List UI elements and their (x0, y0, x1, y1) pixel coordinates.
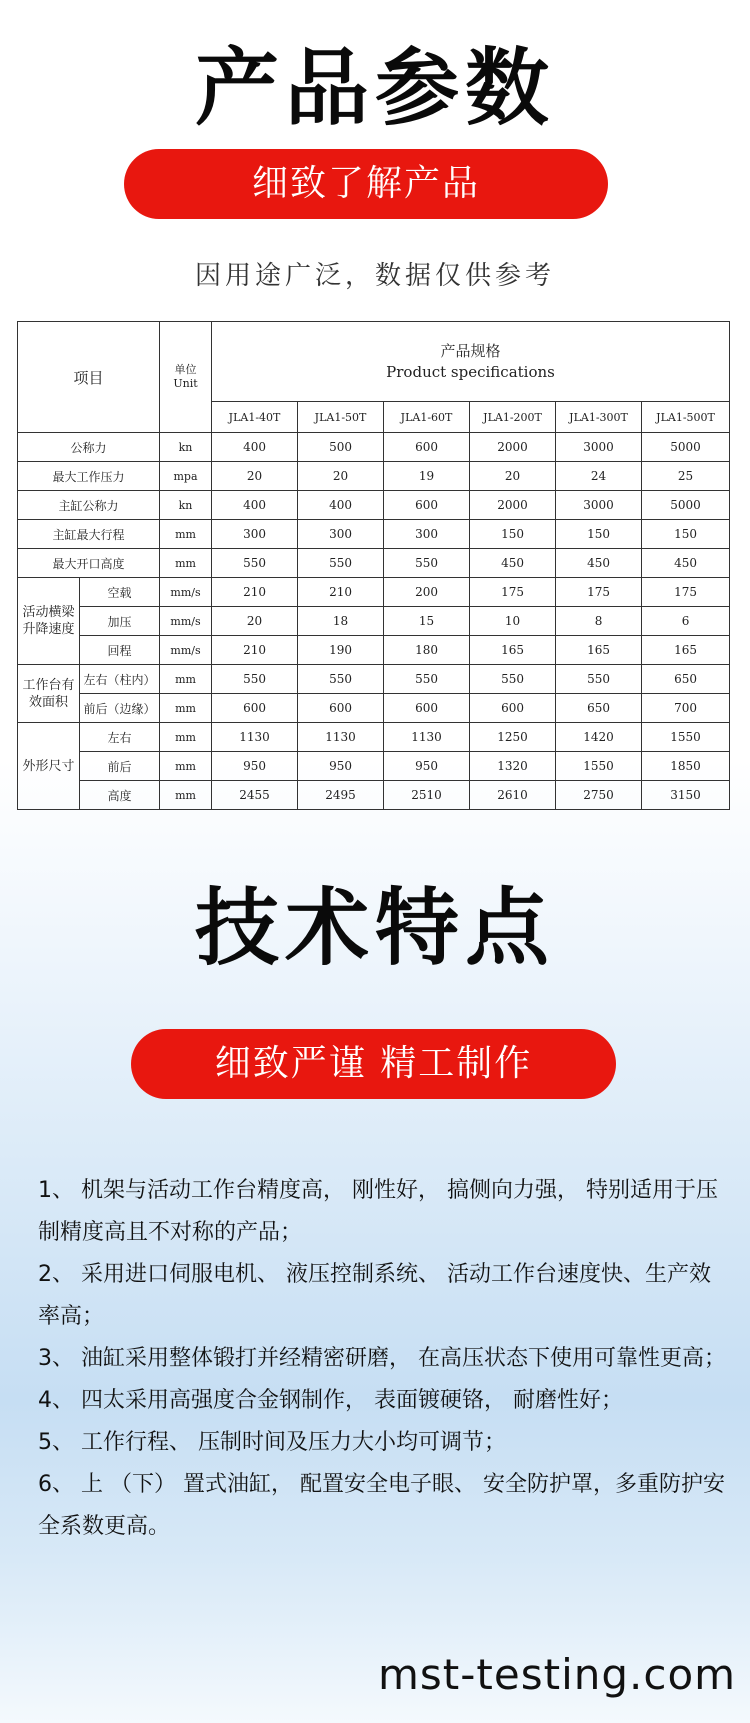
cell-value: 600 (384, 433, 470, 462)
cell-value: 150 (556, 520, 642, 549)
header-spec-en: Product specifications (386, 362, 555, 381)
cell-value: 650 (642, 665, 730, 694)
group-label-table-area: 工作台有效面积 (18, 665, 80, 723)
cell-value: 550 (212, 549, 298, 578)
cell-value: 600 (384, 491, 470, 520)
cell-value: 700 (642, 694, 730, 723)
row-label: 左右 (80, 723, 160, 752)
cell-value: 1550 (642, 723, 730, 752)
table-row (18, 723, 730, 752)
cell-value: 200 (384, 578, 470, 607)
header-spec-cn: 产品规格 (440, 341, 501, 360)
row-unit: mm (160, 665, 212, 694)
row-label: 主缸公称力 (18, 491, 160, 520)
model-header: JLA1-200T (470, 402, 556, 433)
cell-value: 24 (556, 462, 642, 491)
feature-item: 6、 上 （下） 置式油缸， 配置安全电子眼、 安全防护罩，多重防护安全系数更高。 (38, 1472, 725, 1539)
cell-value: 2495 (298, 781, 384, 810)
cell-value: 400 (298, 491, 384, 520)
row-unit: mm/s (160, 578, 212, 607)
cell-value: 210 (212, 578, 298, 607)
table-row (18, 578, 730, 607)
row-label: 空载 (80, 578, 160, 607)
row-unit: mm (160, 781, 212, 810)
cell-value: 150 (470, 520, 556, 549)
table-row (18, 636, 730, 665)
table-row (18, 549, 730, 578)
row-label: 回程 (80, 636, 160, 665)
model-header: JLA1-50T (298, 402, 384, 433)
cell-value: 20 (470, 462, 556, 491)
section-title-features: 技术特点 (194, 879, 555, 977)
cell-value: 1550 (556, 752, 642, 781)
cell-value: 1130 (298, 723, 384, 752)
feature-item: 3、 油缸采用整体锻打并经精密研磨， 在高压状态下使用可靠性更高； (38, 1346, 726, 1371)
cell-value: 550 (384, 549, 470, 578)
row-unit: kn (160, 433, 212, 462)
cell-value: 165 (642, 636, 730, 665)
cell-value: 950 (212, 752, 298, 781)
cell-value: 190 (298, 636, 384, 665)
cell-value: 450 (556, 549, 642, 578)
cell-value: 6 (642, 607, 730, 636)
params-subtitle: 因用途广泛，数据仅供参考 (194, 261, 555, 291)
cell-value: 175 (642, 578, 730, 607)
cell-value: 19 (384, 462, 470, 491)
spec-table (17, 321, 730, 810)
group-label-dims: 外形尺寸 (18, 723, 80, 810)
row-unit: mm/s (160, 607, 212, 636)
cell-value: 3000 (556, 433, 642, 462)
cell-value: 550 (212, 665, 298, 694)
section-title-params: 产品参数 (194, 39, 555, 137)
header-unit-en: Unit (173, 377, 198, 390)
model-header: JLA1-40T (212, 402, 298, 433)
cell-value: 8 (556, 607, 642, 636)
cell-value: 550 (470, 665, 556, 694)
cell-value: 2750 (556, 781, 642, 810)
cell-value: 25 (642, 462, 730, 491)
header-unit-cn: 单位 (174, 363, 197, 376)
cell-value: 950 (298, 752, 384, 781)
feature-item: 1、 机架与活动工作台精度高， 刚性好， 搞侧向力强， 特别适用于压制精度高且不对称的产品； (38, 1178, 718, 1245)
cell-value: 150 (642, 520, 730, 549)
section-pill-params: 细致了解产品 (124, 149, 608, 219)
row-unit: mm (160, 549, 212, 578)
cell-value: 450 (470, 549, 556, 578)
row-label: 主缸最大行程 (18, 520, 160, 549)
row-label: 最大开口高度 (18, 549, 160, 578)
cell-value: 1850 (642, 752, 730, 781)
cell-value: 600 (384, 694, 470, 723)
row-unit: mm (160, 752, 212, 781)
row-unit: mm (160, 723, 212, 752)
feature-item: 5、 工作行程、 压制时间及压力大小均可调节； (38, 1430, 506, 1455)
feature-list (38, 1170, 728, 1548)
cell-value: 1130 (384, 723, 470, 752)
site-watermark: mst-testing.com (378, 1650, 737, 1699)
row-unit: kn (160, 491, 212, 520)
cell-value: 2455 (212, 781, 298, 810)
row-unit: mm/s (160, 636, 212, 665)
cell-value: 600 (212, 694, 298, 723)
cell-value: 550 (556, 665, 642, 694)
cell-value: 300 (212, 520, 298, 549)
cell-value: 500 (298, 433, 384, 462)
model-header: JLA1-500T (642, 402, 730, 433)
cell-value: 175 (470, 578, 556, 607)
cell-value: 550 (384, 665, 470, 694)
cell-value: 300 (384, 520, 470, 549)
table-row (18, 520, 730, 549)
row-unit: mm (160, 520, 212, 549)
header-spec (212, 322, 730, 402)
cell-value: 210 (298, 578, 384, 607)
table-row (18, 694, 730, 723)
cell-value: 2000 (470, 491, 556, 520)
cell-value: 20 (298, 462, 384, 491)
cell-value: 3000 (556, 491, 642, 520)
cell-value: 550 (298, 665, 384, 694)
row-label: 最大工作压力 (18, 462, 160, 491)
section-pill-features: 细致严谨 精工制作 (131, 1029, 616, 1099)
cell-value: 2610 (470, 781, 556, 810)
cell-value: 600 (470, 694, 556, 723)
cell-value: 3150 (642, 781, 730, 810)
cell-value: 600 (298, 694, 384, 723)
model-header: JLA1-60T (384, 402, 470, 433)
row-unit: mm (160, 694, 212, 723)
feature-item: 4、 四太采用高强度合金钢制作， 表面镀硬铬， 耐磨性好； (38, 1388, 623, 1413)
header-unit (160, 322, 212, 433)
cell-value: 165 (556, 636, 642, 665)
table-row (18, 781, 730, 810)
cell-value: 1320 (470, 752, 556, 781)
table-row (18, 433, 730, 462)
cell-value: 2510 (384, 781, 470, 810)
cell-value: 180 (384, 636, 470, 665)
cell-value: 5000 (642, 433, 730, 462)
cell-value: 165 (470, 636, 556, 665)
cell-value: 15 (384, 607, 470, 636)
cell-value: 400 (212, 433, 298, 462)
feature-item: 2、 采用进口伺服电机、 液压控制系统、 活动工作台速度快、生产效率高； (38, 1262, 711, 1329)
table-row (18, 752, 730, 781)
cell-value: 1250 (470, 723, 556, 752)
cell-value: 18 (298, 607, 384, 636)
cell-value: 1420 (556, 723, 642, 752)
row-label: 加压 (80, 607, 160, 636)
cell-value: 950 (384, 752, 470, 781)
cell-value: 2000 (470, 433, 556, 462)
table-row (18, 665, 730, 694)
row-label: 前后 (80, 752, 160, 781)
header-item: 项目 (18, 322, 160, 433)
cell-value: 1130 (212, 723, 298, 752)
cell-value: 400 (212, 491, 298, 520)
model-header: JLA1-300T (556, 402, 642, 433)
table-row (18, 462, 730, 491)
row-label: 高度 (80, 781, 160, 810)
row-label: 左右（柱内） (80, 665, 160, 694)
row-unit: mpa (160, 462, 212, 491)
cell-value: 20 (212, 607, 298, 636)
cell-value: 300 (298, 520, 384, 549)
cell-value: 5000 (642, 491, 730, 520)
cell-value: 175 (556, 578, 642, 607)
table-row (18, 607, 730, 636)
row-label: 前后（边缘） (80, 694, 160, 723)
cell-value: 650 (556, 694, 642, 723)
cell-value: 450 (642, 549, 730, 578)
row-label: 公称力 (18, 433, 160, 462)
cell-value: 210 (212, 636, 298, 665)
cell-value: 20 (212, 462, 298, 491)
group-label-speed: 活动横梁升降速度 (18, 578, 80, 665)
table-row (18, 491, 730, 520)
cell-value: 550 (298, 549, 384, 578)
cell-value: 10 (470, 607, 556, 636)
